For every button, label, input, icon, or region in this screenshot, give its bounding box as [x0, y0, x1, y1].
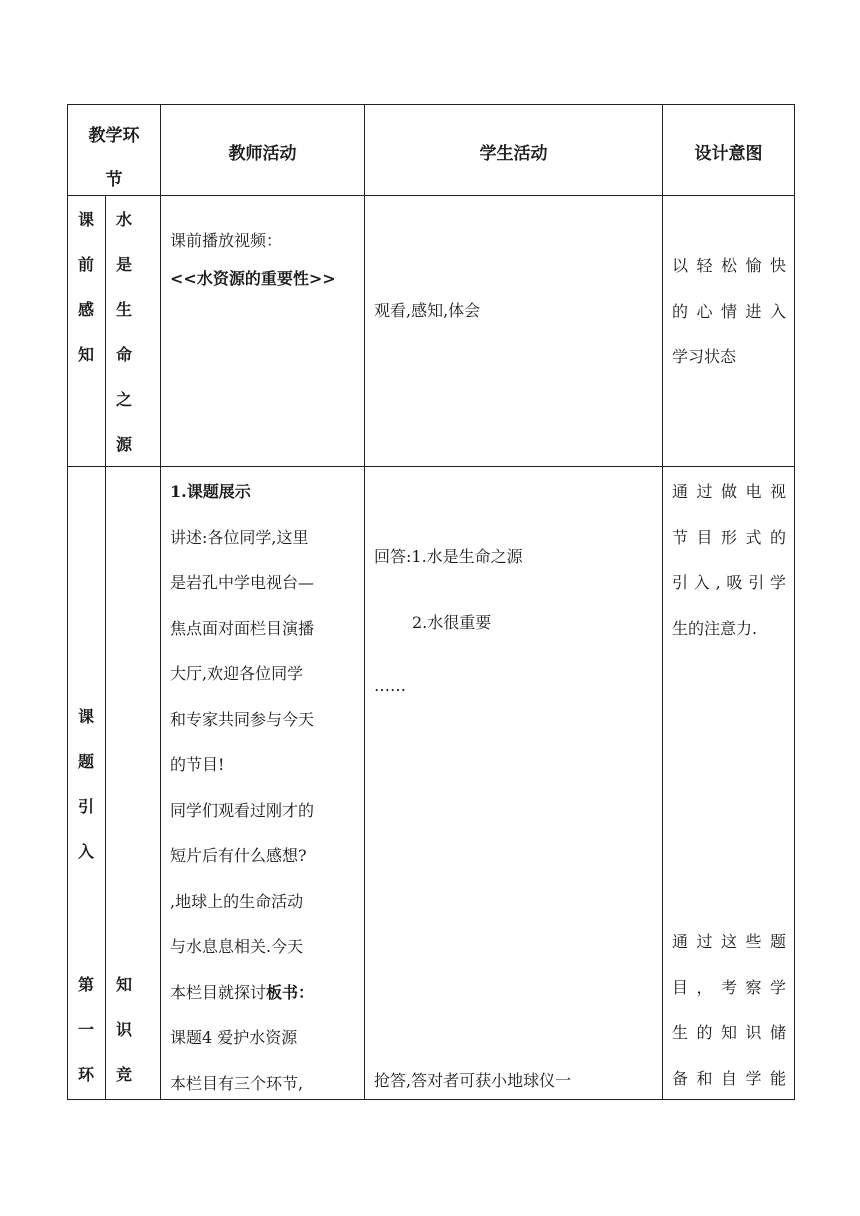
row2-teacher-board-line — [170, 970, 360, 1016]
row2-stage-char: 引 — [77, 797, 94, 816]
header-row-divider — [67, 195, 795, 196]
row1-sub-char: 是 — [115, 255, 132, 274]
row2-student-line: …… — [374, 676, 406, 695]
header-stage — [68, 114, 160, 202]
row1-stage-char: 感 — [77, 300, 94, 319]
header-stage-line1: 教学环 — [88, 126, 140, 146]
row2-student-line: 2.水很重要 — [412, 613, 492, 632]
stage-sub-divider-row1 — [105, 195, 106, 466]
row2-teacher-title: 1.课题展示 — [170, 482, 251, 501]
header-intent: 设计意图 — [694, 144, 763, 164]
row2-intent-line: 目，考察学 — [672, 977, 786, 997]
row1-teacher-line: 课前播放视频： — [170, 231, 283, 250]
row2-stage-char: 第 — [77, 975, 94, 994]
row1-student: 观看,感知,体会 — [374, 301, 481, 320]
row1-intent-line: 的心情进入 — [672, 301, 786, 321]
table-border-right — [794, 104, 795, 1100]
column-divider-intent — [662, 104, 663, 1100]
row2-intent-top — [672, 469, 786, 651]
row1-teacher-video-title: <<水资源的重要性>> — [170, 269, 336, 288]
row2-intent-line: 引入,吸引学 — [672, 573, 786, 592]
column-divider-teacher — [160, 104, 161, 1100]
row2-sub-char: 竞 — [115, 1065, 132, 1084]
row2-teacher-line: 的节目! — [170, 755, 225, 774]
row2-teacher-line: 是岩孔中学电视台— — [170, 573, 315, 592]
row2-teacher-line: 焦点面对面栏目演播 — [170, 618, 315, 638]
row1-stage-char: 课 — [77, 210, 94, 229]
row2-teacher-line: 大厅,欢迎各位同学 — [170, 664, 304, 683]
row-divider — [67, 466, 795, 467]
row2-teacher-board-label: 板书： — [266, 982, 315, 1002]
row2-teacher-line: 与水息息相关.今天 — [170, 937, 304, 956]
row2-sub-char: 知 — [115, 975, 132, 994]
row2-stage-char: 入 — [77, 842, 94, 861]
row2-student-bottom: 抢答,答对者可获小地球仪一 — [374, 1071, 572, 1090]
row2-stage-top — [76, 694, 96, 874]
row1-intent-line: 以轻松愉快 — [672, 256, 786, 275]
row2-teacher-board-prefix: 本栏目就探讨 — [170, 982, 267, 1002]
row2-stage-bottom — [76, 962, 96, 1097]
stage-sub-divider-row2 — [105, 466, 106, 1100]
row2-sub-bottom — [114, 962, 134, 1097]
row1-intent-line: 学习状态 — [672, 347, 737, 366]
row2-intent-line: 通过这些题 — [672, 932, 786, 951]
column-divider-student — [364, 104, 365, 1100]
row2-intent-line: 备和自学能 — [672, 1068, 786, 1088]
row2-student-line: 回答:1.水是生命之源 — [374, 547, 523, 566]
row2-teacher-line: 同学们观看过刚才的 — [170, 800, 315, 820]
table-border-top — [67, 104, 795, 105]
row1-sub-char: 生 — [115, 300, 132, 319]
row2-stage-char: 一 — [77, 1020, 94, 1039]
row2-intent-line: 通过做电视 — [672, 482, 786, 501]
row1-sub-char: 命 — [115, 345, 132, 364]
header-teacher: 教师活动 — [228, 144, 297, 164]
row1-stage-char: 知 — [77, 345, 94, 364]
row2-teacher-line: 讲述:各位同学,这里 — [170, 527, 309, 547]
row2-student-answer — [374, 544, 660, 695]
row2-teacher-line: 短片后有什么感想? — [170, 846, 307, 865]
row2-teacher-line: 本栏目有三个环节, — [170, 1073, 304, 1093]
row2-stage-char: 环 — [77, 1065, 94, 1084]
row2-stage-char: 题 — [77, 752, 94, 771]
table-border-left — [67, 104, 68, 1100]
row2-teacher — [170, 469, 360, 1106]
row2-intent-line: 生的知识储 — [672, 1023, 786, 1042]
row1-teacher — [170, 222, 362, 298]
header-stage-line2: 节 — [105, 170, 123, 190]
row2-intent-bottom — [672, 919, 786, 1101]
row1-intent — [672, 243, 786, 380]
row1-stage-char: 前 — [77, 255, 94, 274]
row2-intent-line: 节目形式的 — [672, 527, 786, 547]
row1-sub-char: 源 — [115, 435, 132, 454]
row1-sub-char: 之 — [115, 390, 132, 409]
row1-stage — [76, 197, 96, 377]
row1-sub-char: 水 — [115, 210, 132, 229]
header-student: 学生活动 — [479, 144, 548, 164]
row1-sub — [114, 197, 134, 467]
row2-teacher-line: 和专家共同参与今天 — [170, 709, 315, 729]
row2-stage-char: 课 — [77, 707, 94, 726]
row2-sub-char: 识 — [115, 1020, 132, 1039]
row2-intent-line: 生的注意力. — [672, 618, 758, 638]
row2-teacher-line: 课题4 爱护水资源 — [170, 1028, 298, 1047]
row2-teacher-line: ,地球上的生命活动 — [170, 891, 304, 911]
